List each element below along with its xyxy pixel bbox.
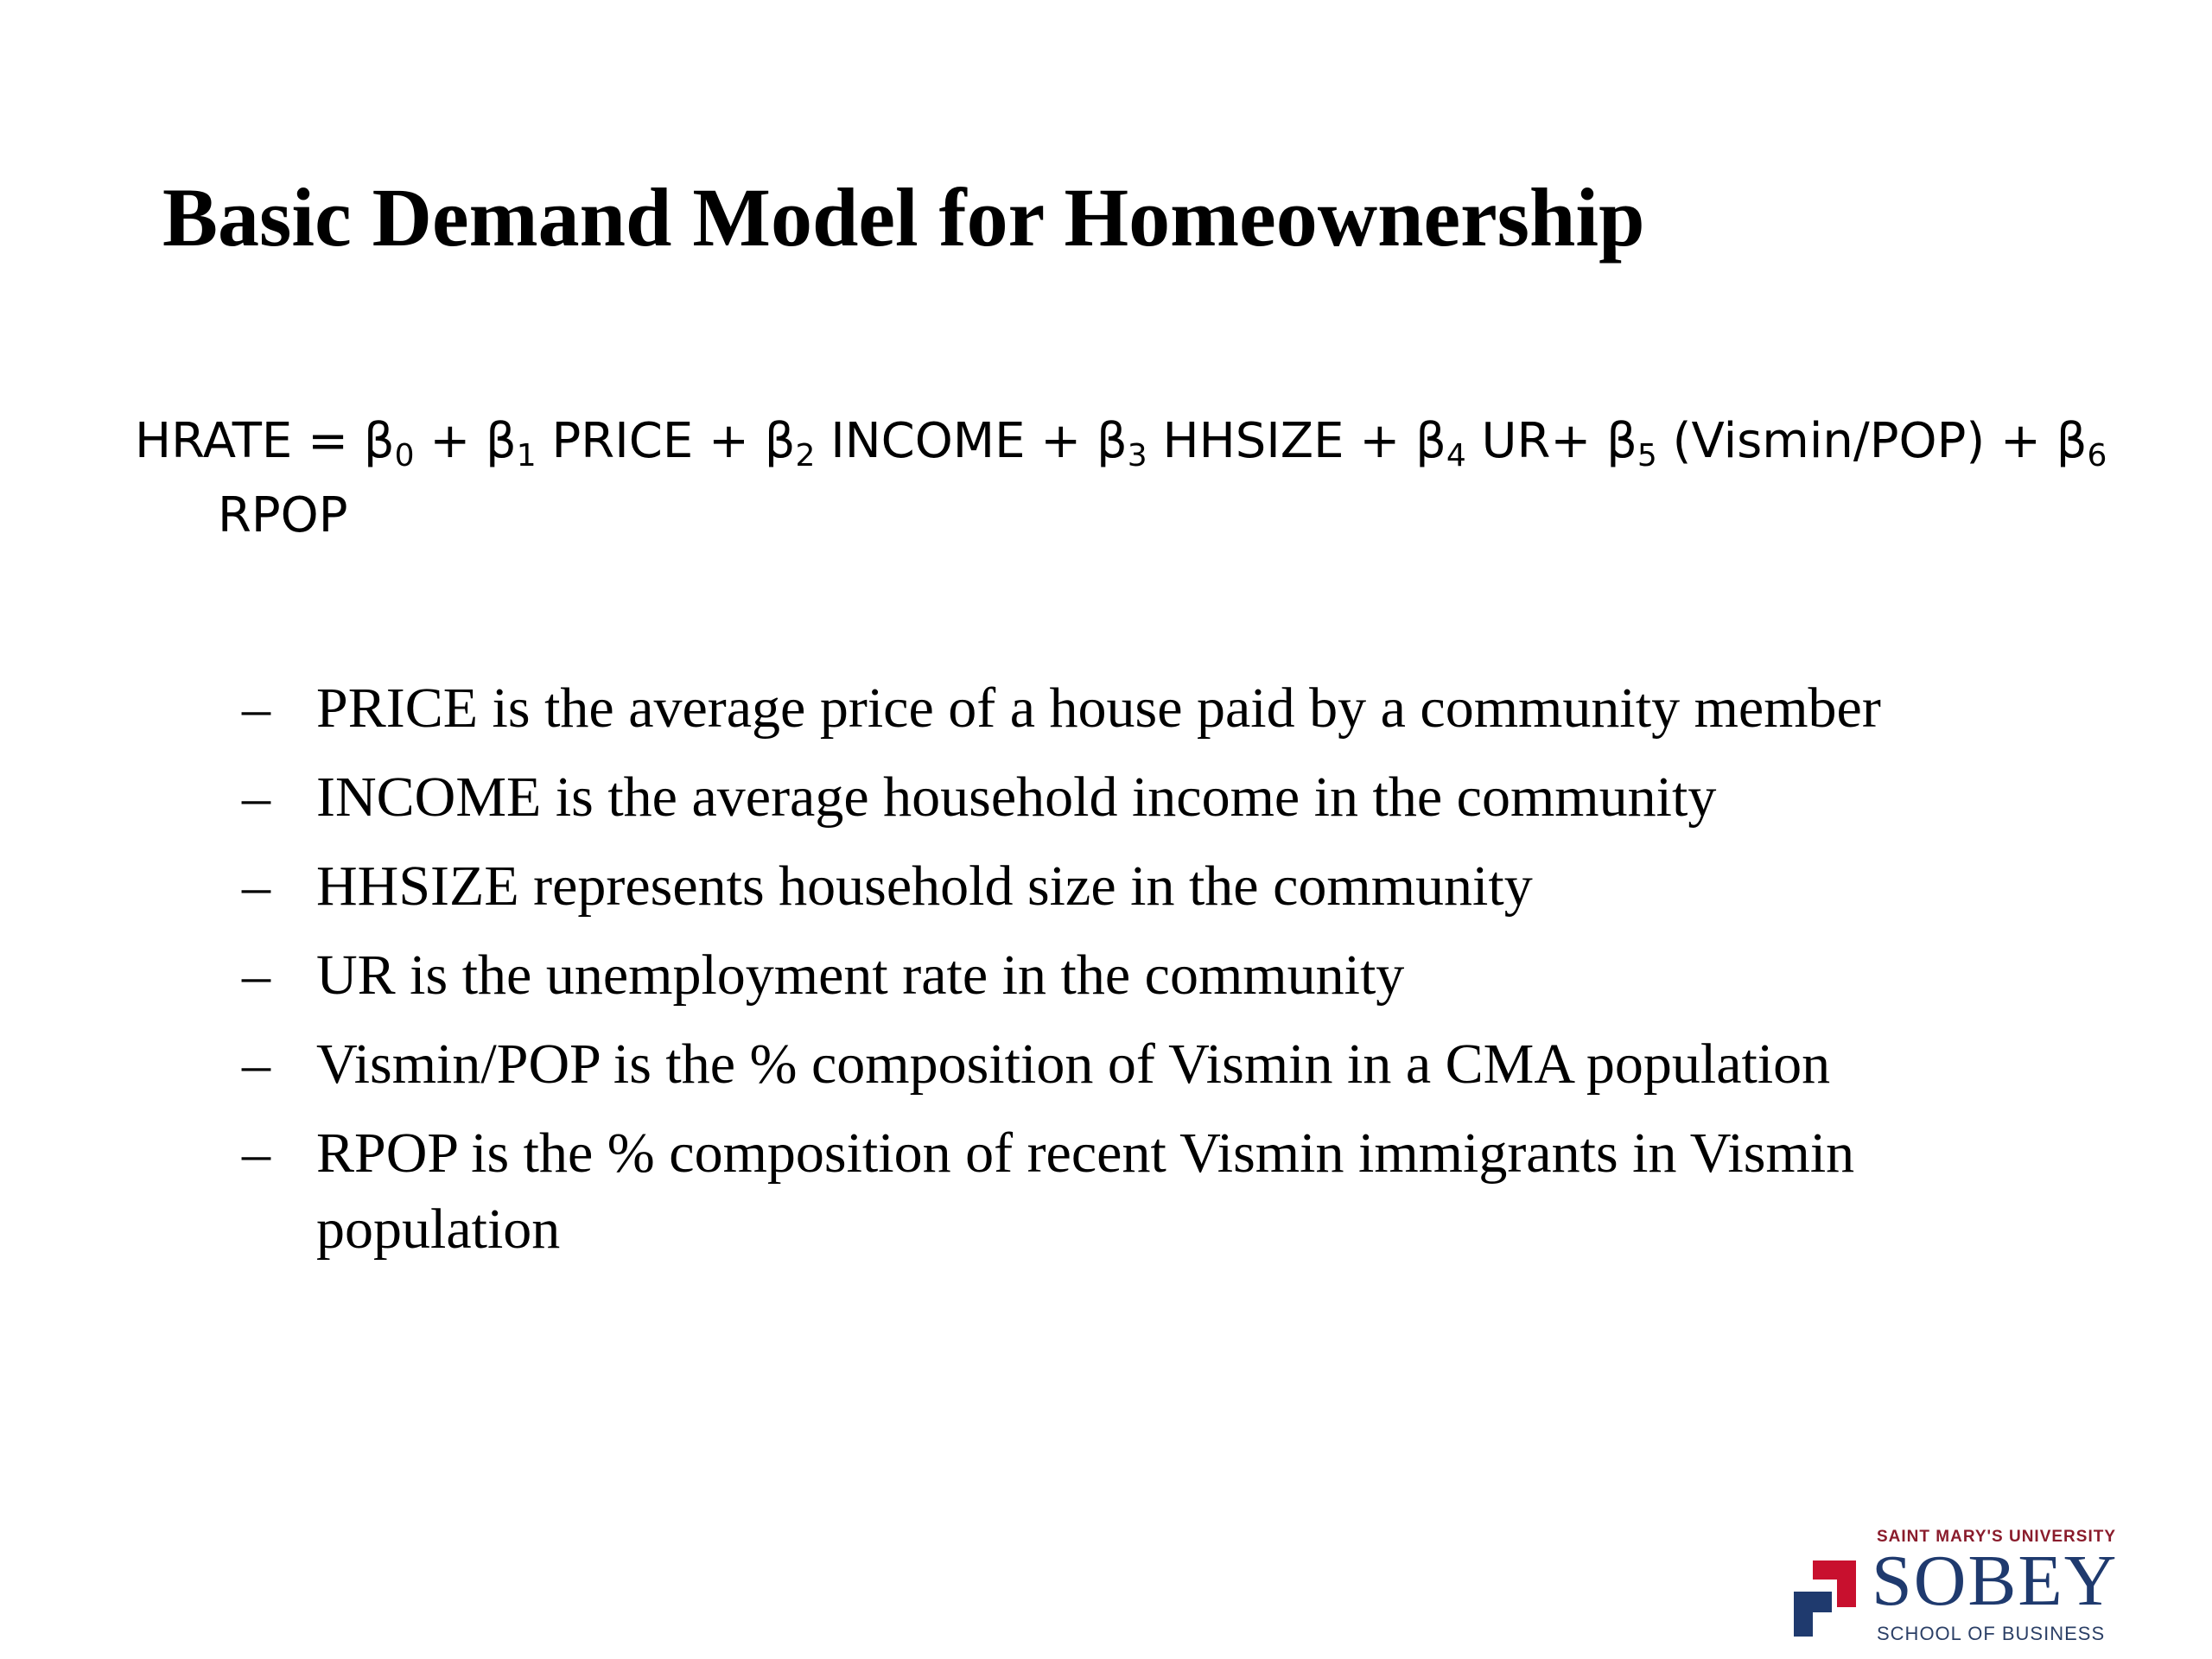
dash-bullet: – (242, 677, 270, 740)
logo-school-name: SCHOOL OF BUSINESS (1877, 1623, 2106, 1644)
list-item: – UR is the unemployment rate in the community (242, 938, 2100, 1014)
logo-university-name: SAINT MARY'S UNIVERSITY (1877, 1528, 2117, 1546)
dash-bullet: – (242, 1033, 270, 1096)
variable-definitions-list (242, 671, 2100, 1281)
sobey-logo-mark-icon (1787, 1554, 1865, 1642)
dash-bullet: – (242, 855, 270, 918)
list-item: – HHSIZE represents household size in the community (242, 849, 2100, 925)
list-item: – Vismin/POP is the % composition of Vismin in a CMA population (242, 1027, 2100, 1103)
sobey-logo (1787, 1528, 2133, 1649)
logo-wordmark: SOBEY (1872, 1541, 2119, 1621)
dash-bullet: – (242, 1122, 270, 1185)
list-item: – PRICE is the average price of a house paid by a community member (242, 671, 2100, 747)
demand-equation: HRATE = $\beta_0 + \beta_1$ PRICE + $\beta_2$ INCOME + $\beta_3$ HHSIZE + $\beta_4$ $UR+ \beta_5$ $(Vismin/POP) + \beta_6$ RPOP (135, 404, 2122, 553)
slide-title: Basic Demand Model for Homeownership (162, 171, 1645, 264)
list-item: – RPOP is the % composition of recent Vismin immigrants in Vismin population (242, 1116, 2100, 1268)
equation-line-2: RPOP (218, 487, 348, 543)
list-item: – INCOME is the average household income in the community (242, 760, 2100, 836)
dash-bullet: – (242, 944, 270, 1007)
dash-bullet: – (242, 766, 270, 829)
